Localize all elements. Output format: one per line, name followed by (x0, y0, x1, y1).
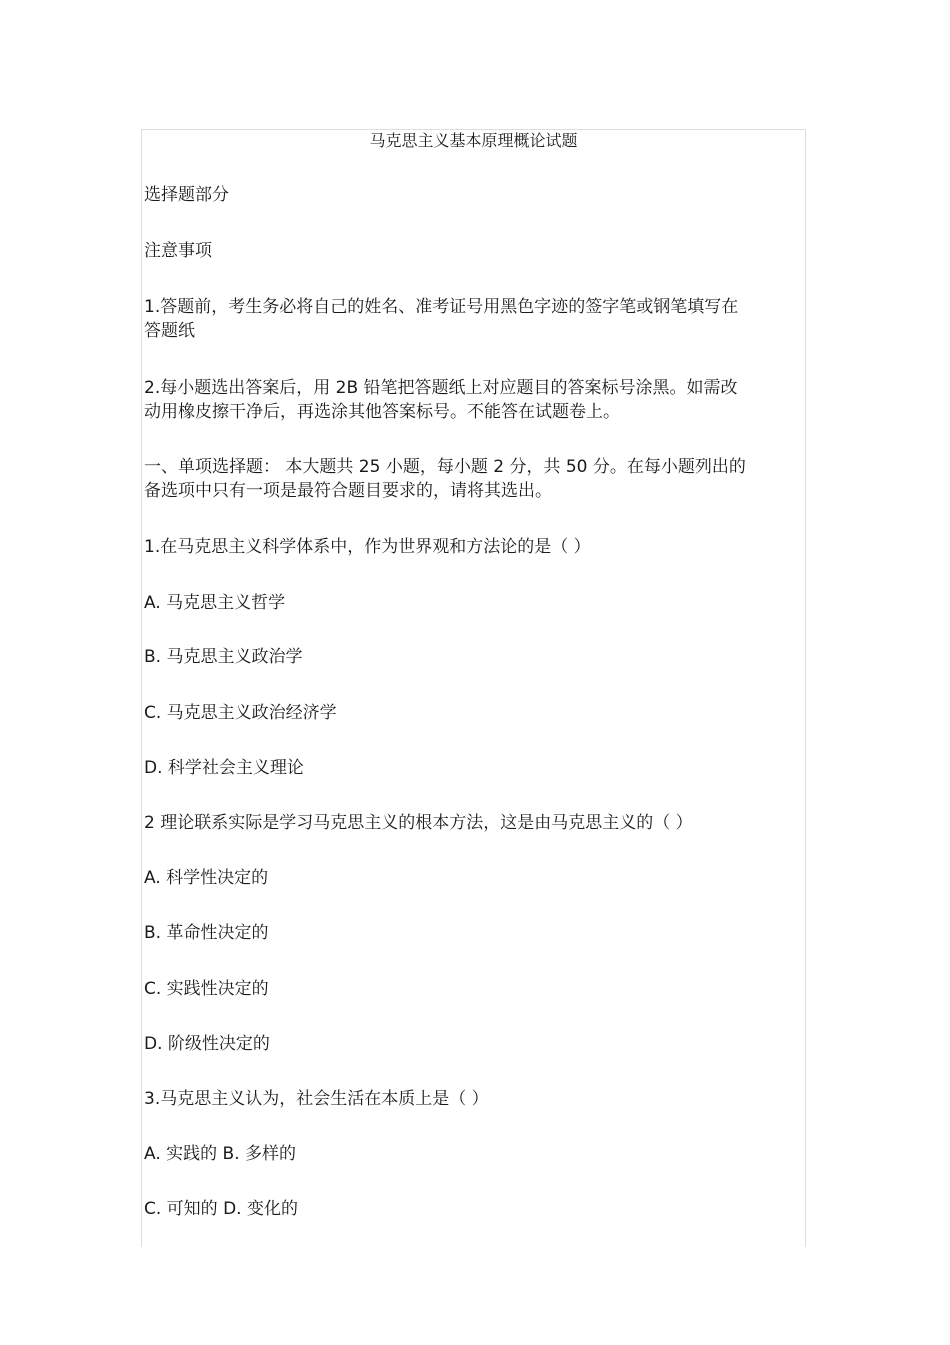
question-2-option-d: D. 阶级性决定的 (144, 1034, 270, 1054)
section-label: 选择题部分 (144, 185, 229, 205)
question-1-stem: 1.在马克思主义科学体系中，作为世界观和方法论的是（ ） (144, 537, 591, 557)
question-2-option-b: B. 革命性决定的 (144, 923, 269, 943)
question-2-option-a: A. 科学性决定的 (144, 868, 269, 888)
part-one-instructions (144, 455, 794, 503)
question-1-option-d: D. 科学社会主义理论 (144, 758, 304, 778)
question-3-options-cd: C. 可知的 D. 变化的 (144, 1199, 298, 1219)
question-1-option-a: A. 马克思主义哲学 (144, 593, 286, 613)
notice-heading: 注意事项 (144, 241, 212, 261)
document-title: 马克思主义基本原理概论试题 (369, 131, 578, 150)
question-3-stem: 3.马克思主义认为，社会生活在本质上是（ ） (144, 1089, 489, 1109)
notice-item-1 (144, 295, 794, 343)
notice-item-2 (144, 376, 794, 424)
notice-item-1-line-1: 1.答题前，考生务必将自己的姓名、准考证号用黑色字迹的签字笔或钢笔填写在 (144, 297, 739, 317)
notice-item-2-line-1: 2.每小题选出答案后，用 2B 铅笔把答题纸上对应题目的答案标号涂黑。如需改 (144, 378, 738, 398)
part-one-line-2: 备选项中只有一项是最符合题目要求的，请将其选出。 (144, 481, 552, 501)
question-2-stem: 2 理论联系实际是学习马克思主义的根本方法，这是由马克思主义的（ ） (144, 813, 693, 833)
notice-item-2-line-2: 动用橡皮擦干净后，再选涂其他答案标号。不能答在试题卷上。 (144, 402, 620, 422)
notice-item-1-line-2: 答题纸 (144, 321, 195, 341)
question-2-option-c: C. 实践性决定的 (144, 979, 269, 999)
part-one-line-1: 一、单项选择题： 本大题共 25 小题，每小题 2 分，共 50 分。在每小题列出的 (144, 457, 746, 477)
question-1-option-c: C. 马克思主义政治经济学 (144, 703, 337, 723)
question-1-option-b: B. 马克思主义政治学 (144, 647, 303, 667)
question-3-options-ab: A. 实践的 B. 多样的 (144, 1144, 297, 1164)
